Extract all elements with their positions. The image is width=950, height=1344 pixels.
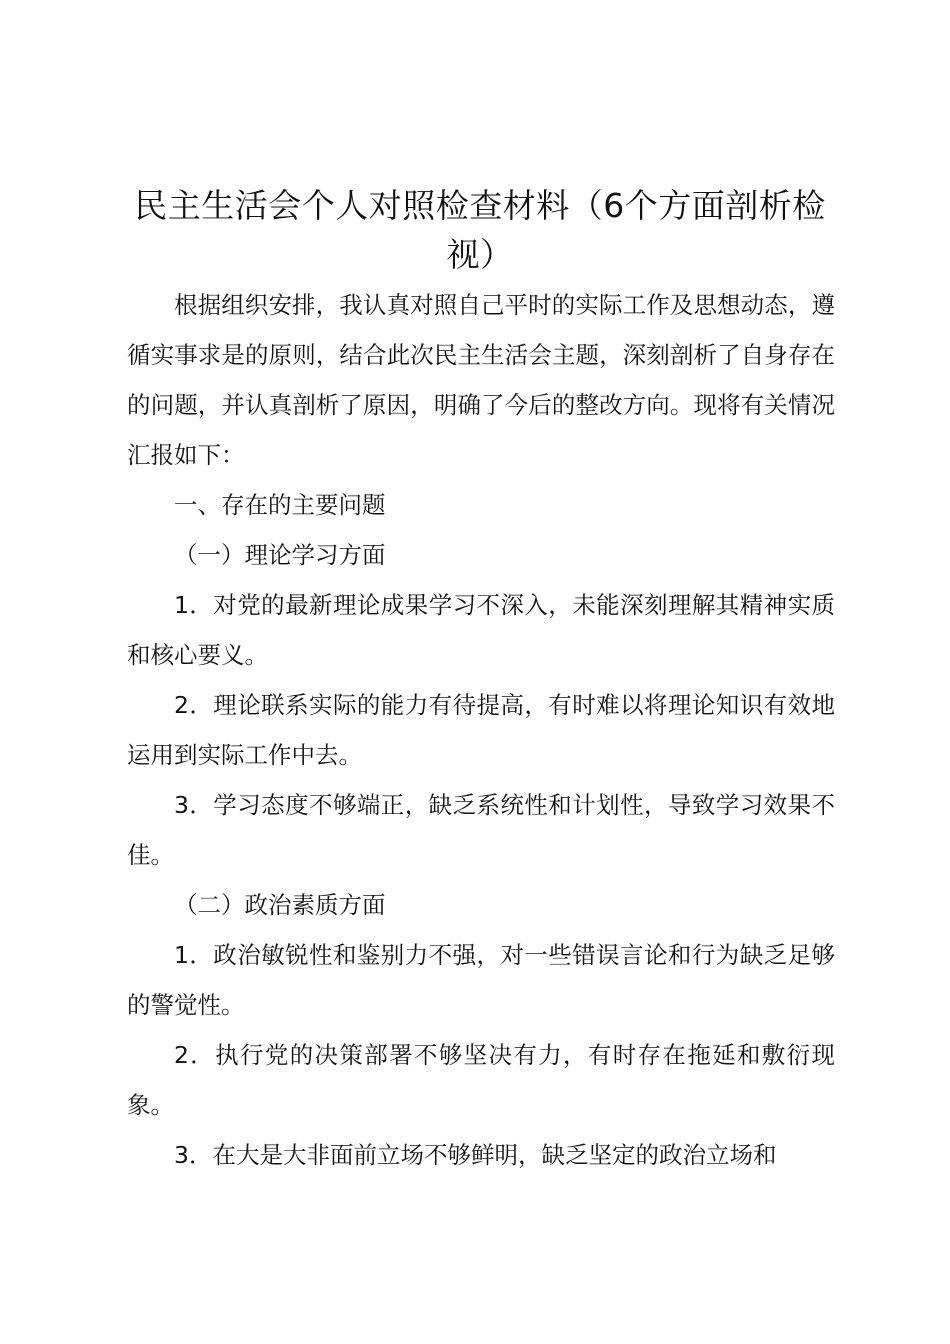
list-item: 2．执行党的决策部署不够坚决有力，有时存在拖延和敷衍现象。 xyxy=(127,1041,835,1119)
list-item: 1．政治敏锐性和鉴别力不强，对一些错误言论和行为缺乏足够的警觉性。 xyxy=(127,941,835,1019)
document-body xyxy=(127,280,835,1180)
document-title: 民主生活会个人对照检查材料（6个方面剖析检视） xyxy=(134,186,826,274)
list-item: 1．对党的最新理论成果学习不深入，未能深刻理解其精神实质和核心要义。 xyxy=(127,591,835,669)
subsection-heading: （一）理论学习方面 xyxy=(174,541,386,569)
section-heading: 一、存在的主要问题 xyxy=(174,491,386,519)
list-item: 2．理论联系实际的能力有待提高，有时难以将理论知识有效地运用到实际工作中去。 xyxy=(127,691,835,769)
list-item: 3．学习态度不够端正，缺乏系统性和计划性，导致学习效果不佳。 xyxy=(127,791,835,869)
subsection-heading: （二）政治素质方面 xyxy=(174,891,386,919)
list-item: 3．在大是大非面前立场不够鲜明，缺乏坚定的政治立场和 xyxy=(174,1141,777,1169)
intro-paragraph: 根据组织安排，我认真对照自己平时的实际工作及思想动态，遵循实事求是的原则，结合此次民主生活会主题，深刻剖析了自身存在的问题，并认真剖析了原因，明确了今后的整改方向。现将有关情况汇报如下： xyxy=(127,291,835,469)
